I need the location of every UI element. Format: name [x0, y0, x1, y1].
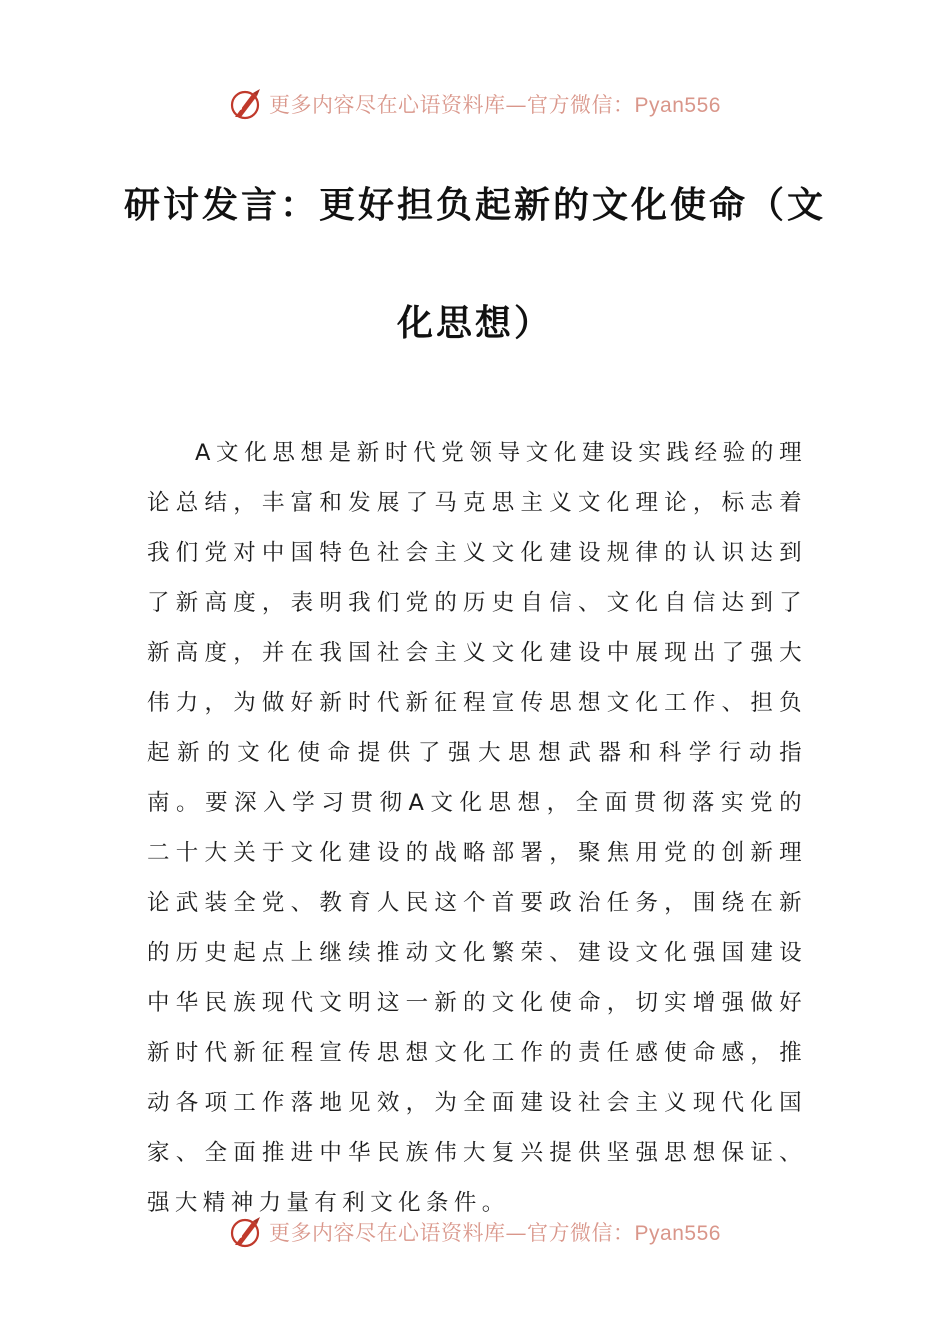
header-watermark-banner: [0, 84, 950, 124]
header-watermark-handle: Pyan556: [634, 94, 721, 117]
quill-logo-icon: [229, 1215, 263, 1249]
footer-watermark-banner: [0, 1212, 950, 1252]
header-watermark-label: 更多内容尽在心语资料库—官方微信：: [269, 93, 635, 117]
quill-logo-icon: [229, 87, 263, 121]
document-body-paragraph: A文化思想是新时代党领导文化建设实践经验的理论总结，丰富和发展了马克思主义文化理论，标志着我们党对中国特色社会主义文化建设规律的认识达到了新高度，表明我们党的历史自信、文化自信达到了新高度，并在我国社会主义文化建设中展现出了强大伟力，为做好新时代新征程宣传思想文化工作、担负起新的文化使命提供了强大思想武器和科学行动指南。要深入学习贯彻A文化思想，全面贯彻落实党的二十大关于文化建设的战略部署，聚焦用党的创新理论武装全党、教育人民这个首要政治任务，围绕在新的历史起点上继续推动文化繁荣、建设文化强国建设中华民族现代文明这一新的文化使命，切实增强做好新时代新征程宣传思想文化工作的责任感使命感，推动各项工作落地见效，为全面建设社会主义现代化国家、全面推进中华民族伟大复兴提供坚强思想保证、强大精神力量有利文化条件。: [147, 440, 807, 1216]
document-title-line-1: 研讨发言：更好担负起新的文化使命（文: [123, 184, 826, 226]
footer-watermark-text: [269, 1217, 721, 1247]
footer-watermark-label: 更多内容尽在心语资料库—官方微信：: [269, 1221, 635, 1245]
document-title-line-2: 化思想）: [396, 302, 553, 344]
footer-watermark-handle: Pyan556: [634, 1222, 721, 1245]
header-watermark-text: [269, 89, 721, 119]
